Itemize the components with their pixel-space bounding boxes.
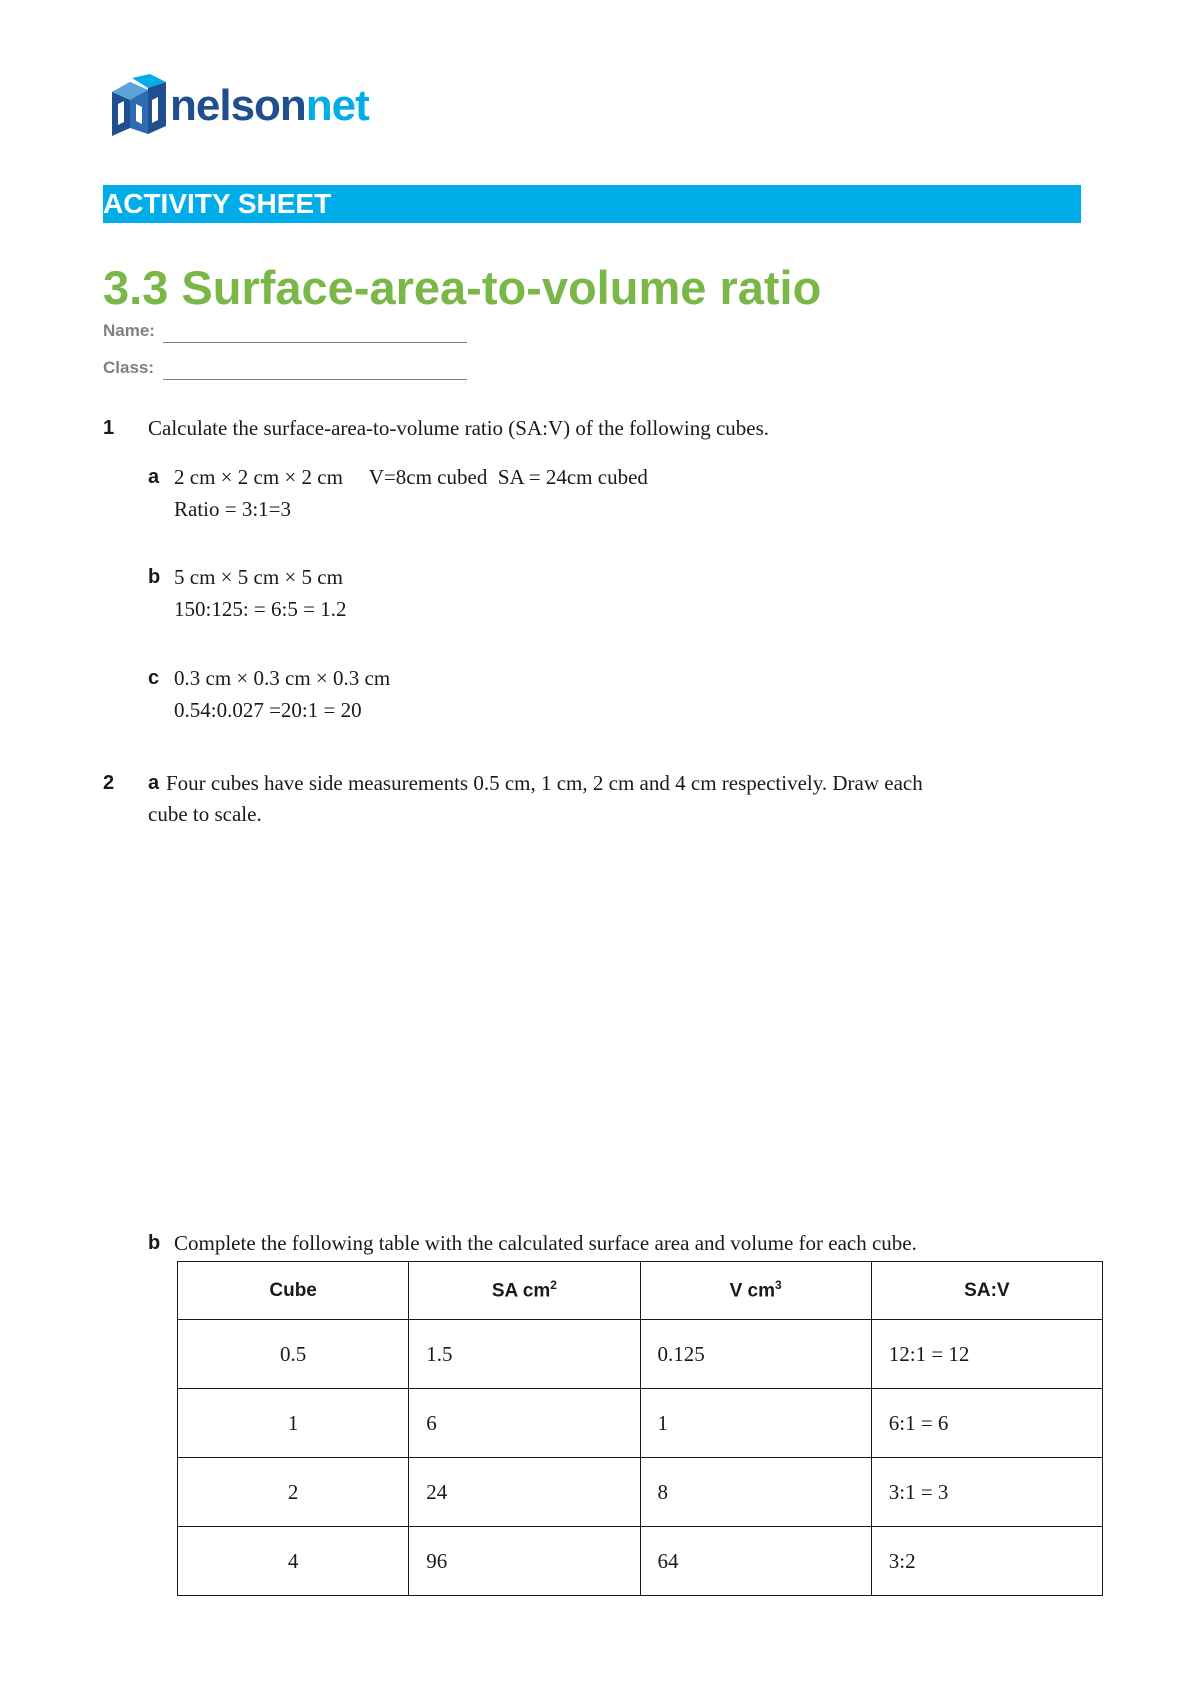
name-field[interactable] bbox=[163, 322, 467, 343]
question-2a-line1: Four cubes have side measurements 0.5 cm, 1 cm, 2 cm and 4 cm respectively. Draw each bbox=[166, 771, 923, 795]
cell-v: 8 bbox=[640, 1458, 871, 1527]
logo-wordmark bbox=[170, 78, 369, 134]
cell-ratio: 3:2 bbox=[871, 1527, 1102, 1596]
cell-cube: 0.5 bbox=[178, 1320, 409, 1389]
cell-cube: 2 bbox=[178, 1458, 409, 1527]
table-row bbox=[178, 1389, 1103, 1458]
class-field[interactable] bbox=[163, 359, 467, 380]
question-1c-line1: 0.3 cm × 0.3 cm × 0.3 cm bbox=[174, 666, 391, 690]
cell-sa: 1.5 bbox=[409, 1320, 640, 1389]
page-title: 3.3 Surface-area-to-volume ratio bbox=[103, 261, 822, 314]
cell-v: 0.125 bbox=[640, 1320, 871, 1389]
class-label: Class: bbox=[103, 358, 155, 377]
header-sa: SA $cm^2$ bbox=[409, 1262, 640, 1320]
nelsonnet-logo bbox=[108, 74, 408, 144]
header-cube: Cube bbox=[178, 1262, 409, 1320]
cell-sa: 24 bbox=[409, 1458, 640, 1527]
table-row bbox=[178, 1527, 1103, 1596]
question-1-number: 1 bbox=[103, 417, 115, 439]
question-2-number: 2 bbox=[103, 772, 115, 794]
cell-sa: 6 bbox=[409, 1389, 640, 1458]
name-label: Name: bbox=[103, 321, 155, 340]
table-header-row bbox=[178, 1262, 1103, 1320]
cell-cube: 4 bbox=[178, 1527, 409, 1596]
cell-v: 1 bbox=[640, 1389, 871, 1458]
cube-data-table bbox=[177, 1261, 1103, 1596]
header-ratio: SA:V bbox=[871, 1262, 1102, 1320]
question-2b-text: Complete the following table with the calculated surface area and volume for each cube. bbox=[174, 1231, 917, 1255]
question-1a-line1: 2 cm × 2 cm × 2 cm V=8cm cubed SA = 24cm cubed bbox=[174, 465, 648, 489]
question-1b-line1: 5 cm × 5 cm × 5 cm bbox=[174, 565, 343, 589]
question-1a-line2: Ratio = 3:1=3 bbox=[174, 497, 292, 521]
question-1-text: Calculate the surface-area-to-volume ratio (SA:V) of the following cubes. bbox=[148, 416, 770, 440]
question-1a-letter: a bbox=[148, 466, 160, 488]
table-row bbox=[178, 1458, 1103, 1527]
cell-ratio: 12:1 = 12 bbox=[871, 1320, 1102, 1389]
banner-label: ACTIVITY SHEET bbox=[103, 188, 332, 219]
cell-cube: 1 bbox=[178, 1389, 409, 1458]
question-1c-line2: 0.54:0.027 =20:1 = 20 bbox=[174, 698, 362, 722]
cell-ratio: 3:1 = 3 bbox=[871, 1458, 1102, 1527]
logo-text-nelson: nelson bbox=[170, 81, 306, 130]
header-v: V $cm^3$ bbox=[640, 1262, 871, 1320]
question-2a-line2: cube to scale. bbox=[148, 802, 262, 826]
logo-text-net: net bbox=[305, 81, 369, 130]
question-1b-line2: 150:125: = 6:5 = 1.2 bbox=[174, 597, 347, 621]
nelsonnet-cube-logo-icon bbox=[108, 74, 170, 142]
cell-ratio: 6:1 = 6 bbox=[871, 1389, 1102, 1458]
question-1b-letter: b bbox=[148, 566, 161, 588]
cell-sa: 96 bbox=[409, 1527, 640, 1596]
question-2b-letter: b bbox=[148, 1232, 161, 1254]
table-row bbox=[178, 1320, 1103, 1389]
cell-v: 64 bbox=[640, 1527, 871, 1596]
question-1c-letter: c bbox=[148, 667, 160, 689]
activity-sheet-banner bbox=[103, 185, 1081, 223]
question-2a-letter: a bbox=[148, 772, 160, 794]
